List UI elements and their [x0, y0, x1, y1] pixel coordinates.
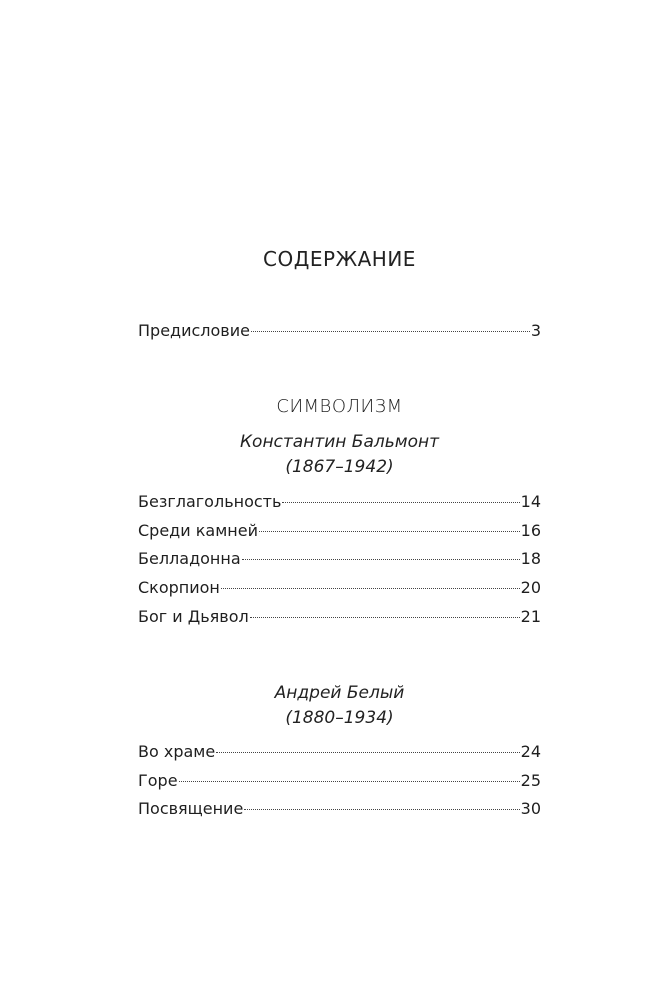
dot-leader: [259, 530, 520, 532]
toc-entry-title: Среди камней: [138, 520, 258, 540]
toc-entry-page: 24: [520, 742, 541, 761]
toc-entry[interactable]: [138, 574, 541, 603]
author-entries-list: [138, 488, 541, 631]
toc-entry-title: Во храме: [138, 742, 216, 761]
toc-entry[interactable]: [138, 545, 541, 574]
toc-entry-title: Посвящение: [138, 799, 244, 819]
dot-leader: [250, 616, 520, 618]
author-years: (1880–1934): [285, 708, 394, 728]
author-name: Андрей Белый: [274, 683, 405, 703]
toc-entry-page: 21: [520, 606, 541, 626]
toc-entry-preface[interactable]: [138, 317, 541, 346]
dot-leader: [244, 808, 519, 810]
toc-entry-title: Безглагольность: [138, 492, 282, 511]
toc-entry[interactable]: [138, 488, 541, 517]
dot-leader: [242, 558, 520, 560]
author-entries-list: [138, 738, 541, 824]
section-title: СИМВОЛИЗМ: [276, 396, 403, 417]
toc-entry-title: Предисловие: [138, 321, 250, 340]
toc-entry[interactable]: [138, 767, 541, 796]
dot-leader: [179, 780, 520, 782]
toc-entry-page: 30: [520, 799, 541, 819]
author-heading: [138, 681, 541, 731]
toc-entry-page: 3: [530, 321, 541, 340]
toc-page: [138, 0, 541, 1004]
page-title: СОДЕРЖАНИЕ: [263, 247, 416, 271]
toc-entry[interactable]: [138, 603, 541, 632]
toc-entry-page: 25: [520, 770, 541, 790]
toc-entry-page: 16: [520, 520, 541, 540]
preface-list: [138, 317, 541, 346]
dot-leader: [216, 751, 519, 753]
toc-entry-title: Белладонна: [138, 549, 241, 569]
author-heading: [138, 430, 541, 480]
dot-leader: [251, 330, 530, 332]
author-name: Константин Бальмонт: [239, 432, 440, 452]
toc-entry[interactable]: [138, 517, 541, 546]
toc-entry-title: Горе: [138, 770, 178, 790]
author-years: (1867–1942): [285, 457, 394, 477]
toc-entry-page: 18: [520, 549, 541, 569]
dot-leader: [282, 501, 519, 503]
dot-leader: [221, 587, 520, 589]
toc-entry[interactable]: [138, 738, 541, 767]
toc-entry[interactable]: [138, 795, 541, 824]
toc-entry-title: Бог и Дьявол: [138, 606, 249, 626]
toc-entry-page: 14: [520, 492, 541, 511]
toc-entry-title: Скорпион: [138, 578, 220, 598]
toc-entry-page: 20: [520, 578, 541, 598]
